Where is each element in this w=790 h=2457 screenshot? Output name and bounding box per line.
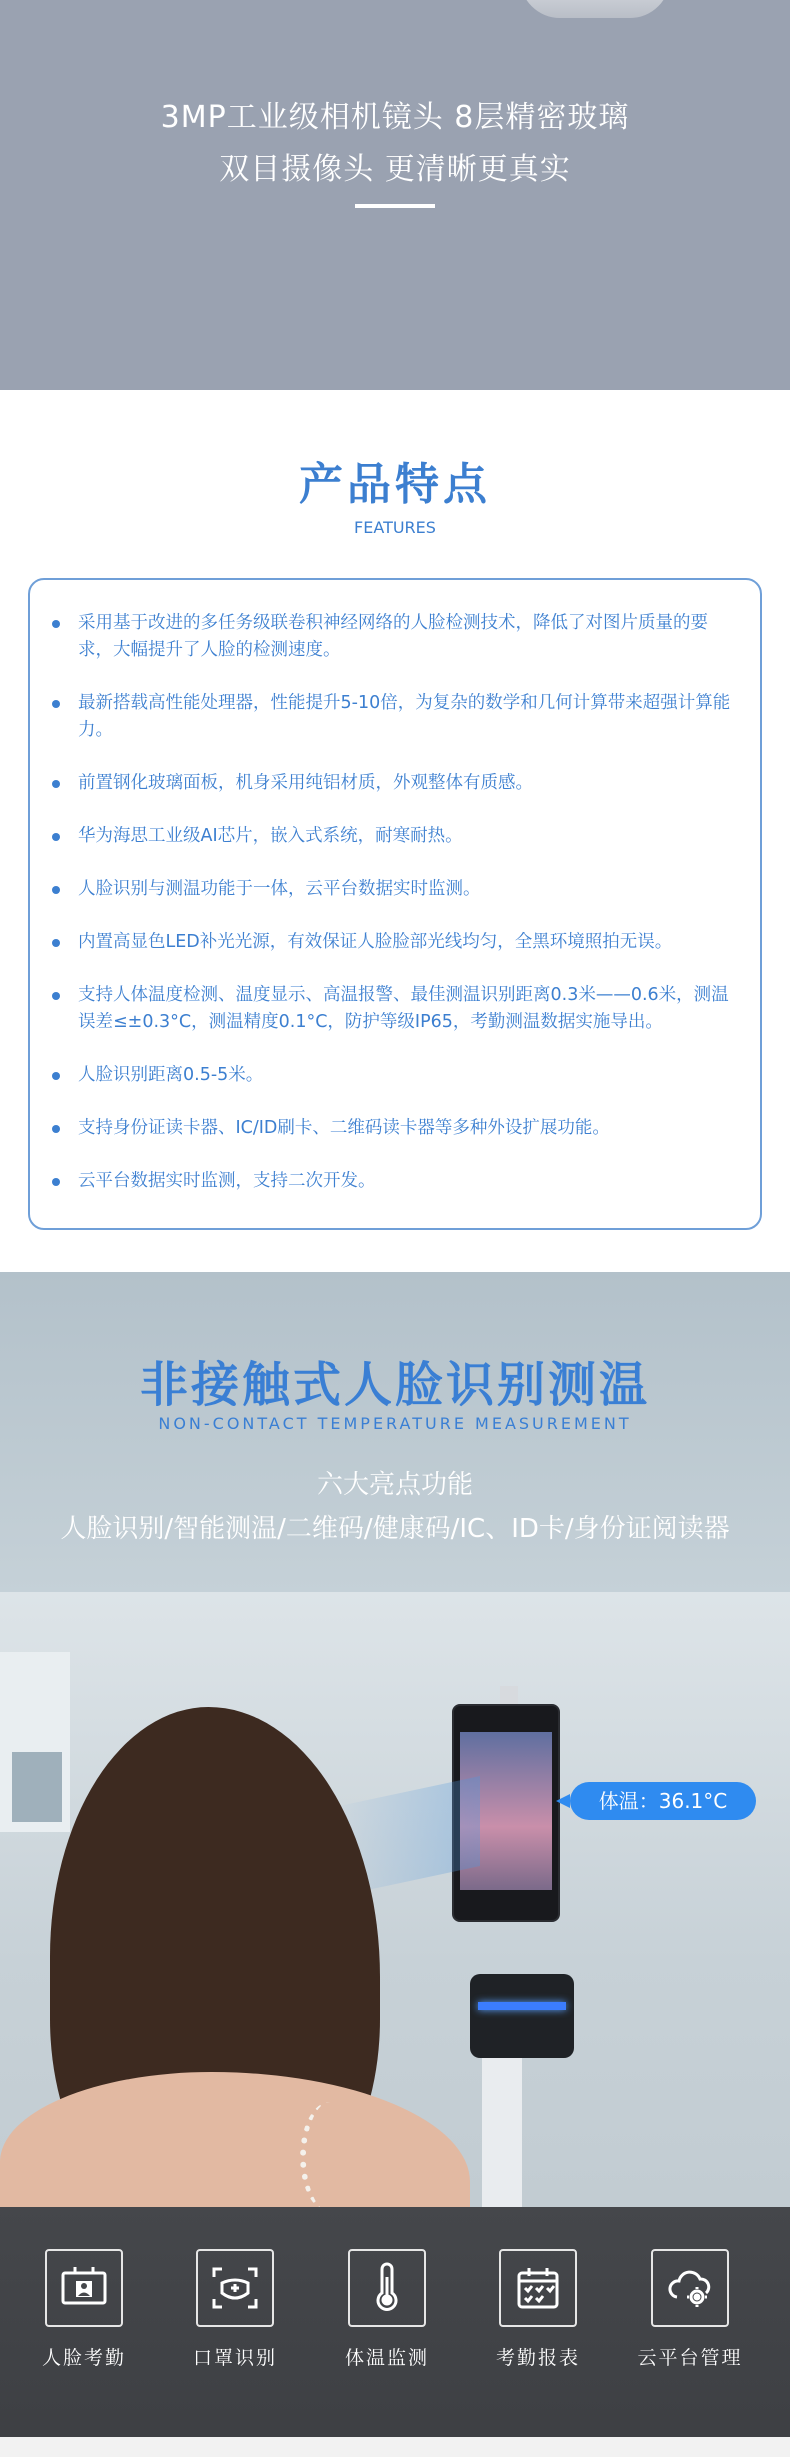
bullet-icon bbox=[52, 992, 60, 1000]
features-list bbox=[48, 610, 738, 1195]
feature-text: 支持人体温度检测、温度显示、高温报警、最佳测温识别距离0.3米——0.6米，测温误差≤±0.3°C，测温精度0.1°C，防护等级IP65，考勤测温数据实施导出。 bbox=[78, 985, 729, 1032]
calendar-report-icon bbox=[499, 2249, 577, 2327]
bullet-icon bbox=[52, 700, 60, 708]
function-cloud-management bbox=[630, 2249, 750, 2370]
bullet-icon bbox=[52, 1125, 60, 1133]
features-subtitle: FEATURES bbox=[354, 518, 436, 537]
mask-recognition-icon bbox=[196, 2249, 274, 2327]
highlights-heading: 六大亮点功能 bbox=[316, 1470, 473, 1500]
bullet-icon bbox=[52, 939, 60, 947]
feature-item bbox=[48, 770, 738, 797]
feature-item bbox=[48, 690, 738, 744]
feature-item bbox=[48, 1062, 738, 1089]
thermometer-icon bbox=[348, 2249, 426, 2327]
function-label: 考勤报表 bbox=[495, 2347, 580, 2369]
feature-text: 内置高显色LED补光光源，有效保证人脸脸部光线均匀，全黑环境照拍无误。 bbox=[78, 932, 673, 952]
terminal-light-ring bbox=[478, 2002, 566, 2010]
bullet-icon bbox=[52, 1072, 60, 1080]
terminal-mount bbox=[470, 1974, 574, 2058]
temperature-pointer bbox=[556, 1794, 570, 1808]
bullet-icon bbox=[52, 1178, 60, 1186]
features-title: 产品特点 bbox=[299, 459, 491, 510]
feature-text: 采用基于改进的多任务级联卷积神经网络的人脸检测技术，降低了对图片质量的要求，大幅提升了人脸的检测速度。 bbox=[78, 613, 708, 660]
contactless-title: 非接触式人脸识别测温 bbox=[139, 1357, 650, 1413]
feature-text: 华为海思工业级AI芯片，嵌入式系统，耐寒耐热。 bbox=[78, 826, 463, 846]
bullet-icon bbox=[52, 620, 60, 628]
face-checkin-icon bbox=[45, 2249, 123, 2327]
feature-text: 人脸识别距离0.5-5米。 bbox=[78, 1065, 264, 1085]
feature-item bbox=[48, 823, 738, 850]
cloud-gear-icon bbox=[651, 2249, 729, 2327]
function-label: 人脸考勤 bbox=[41, 2347, 126, 2369]
contactless-section bbox=[0, 1272, 790, 2207]
temperature-badge: 体温：36.1°C bbox=[570, 1782, 756, 1820]
pearl-necklace bbox=[300, 2102, 360, 2207]
terminal-pole bbox=[482, 2052, 522, 2207]
feature-text: 前置钢化玻璃面板，机身采用纯铝材质，外观整体有质感。 bbox=[78, 773, 533, 793]
feature-text: 云平台数据实时监测，支持二次开发。 bbox=[78, 1171, 376, 1191]
highlights-list: 人脸识别/智能测温/二维码/健康码/IC、ID卡/身份证阅读器 bbox=[60, 1514, 730, 1544]
function-mask-recognition bbox=[175, 2249, 295, 2370]
contactless-subtitle: NON-CONTACT TEMPERATURE MEASUREMENT bbox=[158, 1414, 632, 1433]
bullet-icon bbox=[52, 833, 60, 841]
feature-item bbox=[48, 610, 738, 664]
banner-line-2: 双目摄像头 更清晰更真实 bbox=[219, 152, 571, 187]
function-bar bbox=[0, 2207, 790, 2457]
function-label: 体温监测 bbox=[344, 2347, 429, 2369]
feature-item bbox=[48, 982, 738, 1036]
bullet-icon bbox=[52, 780, 60, 788]
temperature-scene-photo bbox=[0, 1592, 790, 2207]
feature-text: 人脸识别与测温功能于一体，云平台数据实时监测。 bbox=[78, 879, 481, 899]
camera-module bbox=[500, 1686, 518, 1706]
banner-line-1: 3MP工业级相机镜头 8层精密玻璃 bbox=[160, 100, 630, 135]
office-chairs bbox=[12, 1752, 62, 1822]
function-temperature bbox=[327, 2249, 447, 2370]
bullet-icon bbox=[52, 886, 60, 894]
feature-text: 支持身份证读卡器、IC/ID刷卡、二维码读卡器等多种外设扩展功能。 bbox=[78, 1118, 610, 1138]
device-edge-image bbox=[520, 0, 670, 18]
function-label: 云平台管理 bbox=[637, 2347, 743, 2369]
feature-text: 最新搭载高性能处理器，性能提升5-10倍，为复杂的数学和几何计算带来超强计算能力。 bbox=[78, 693, 731, 740]
camera-banner bbox=[0, 0, 790, 390]
function-face-checkin bbox=[24, 2249, 144, 2370]
function-attendance-report bbox=[478, 2249, 598, 2370]
page-bottom-strip bbox=[0, 2437, 790, 2457]
feature-item bbox=[48, 876, 738, 903]
feature-item bbox=[48, 929, 738, 956]
feature-item bbox=[48, 1115, 738, 1142]
banner-divider bbox=[355, 204, 435, 208]
features-box bbox=[28, 578, 762, 1230]
feature-item bbox=[48, 1168, 738, 1195]
features-section bbox=[0, 390, 790, 1272]
function-label: 口罩识别 bbox=[192, 2347, 277, 2369]
